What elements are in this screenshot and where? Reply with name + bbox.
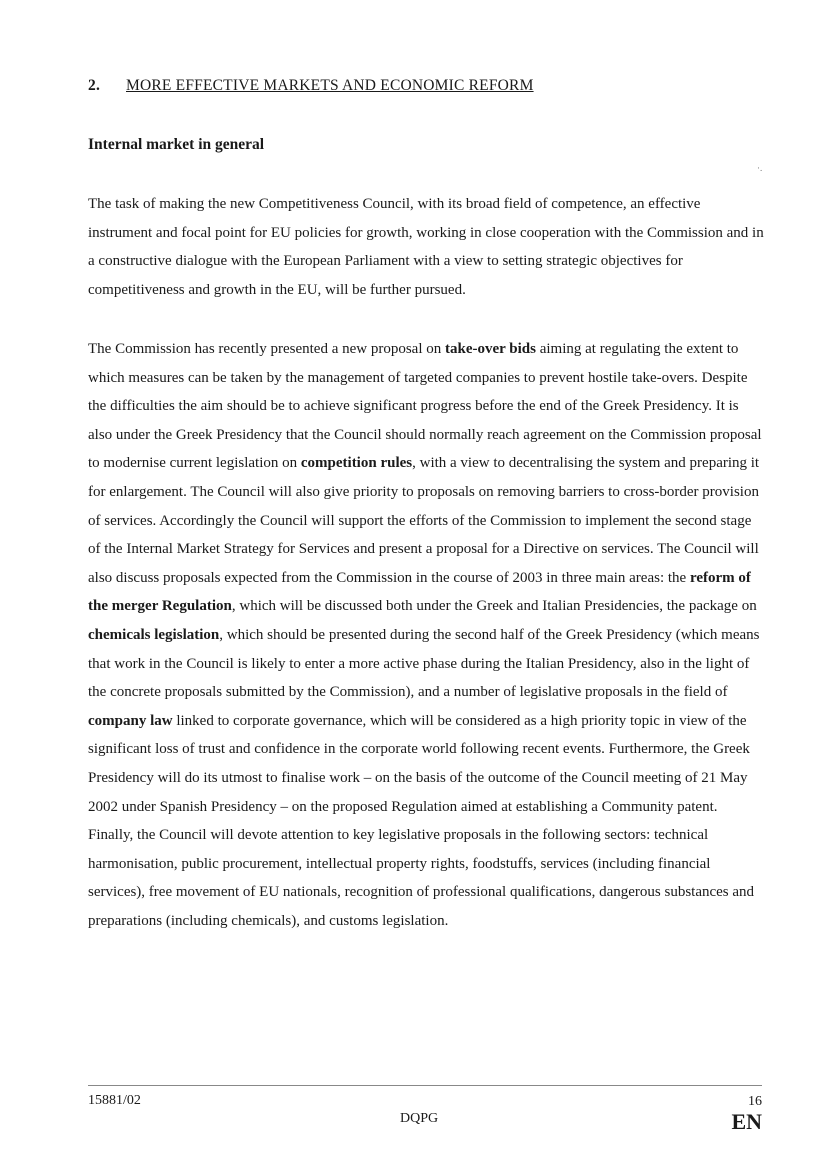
paragraph-text: aiming at regulating the extent to which measures can be taken by the management of targeted companies to prevent hostile take-overs. Despite the difficulties the aim should be to achieve significant progress before the end of the Greek Presidency. It is also under the Greek Presidency that the Council should normally reach agreement on the Commission proposal to modernise current legislation on [88, 341, 762, 472]
language-code: EN [731, 1109, 762, 1134]
page-number: 16 [748, 1094, 762, 1109]
document-reference: 15881/02 [88, 1093, 141, 1108]
bold-term-company-law: company law [88, 712, 173, 729]
paragraph-text: , which should be presented during the second half of the Greek Presidency (which means that work in the Council is likely to enter a more active phase during the Italian Presidency, also in the light of the concrete proposals submitted by the Commission), and a number of legislative proposals in the field of [88, 626, 760, 701]
footer-divider [88, 1085, 762, 1086]
subheading: Internal market in general [88, 136, 265, 153]
bold-term-merger-regulation: reform of the merger Regulation [88, 569, 751, 615]
paragraph-competitiveness-council: The task of making the new Competitiveness Council, with its broad field of competence, an effective instrument and focal point for EU policies for growth, working in close cooperation with the Commission and in a constructive dialogue with the European Parliament with a view to setting strategic objectives for competitiveness and growth in the EU, will be further pursued. [88, 196, 764, 298]
bold-term-competition-rules: competition rules [300, 455, 413, 472]
section-heading [88, 77, 534, 95]
paragraph-text: , with a view to decentralising the system and preparing it for enlargement. The Council will also give priority to proposals on removing barriers to cross-border provision of services. Accordingly the Council will support the efforts of the Commission to implement the second stage of the Internal Market Strategy for Services and present a proposal for a Directive on services. The Council will also discuss proposals expected from the Commission in the course of 2003 in three main areas: the [88, 455, 760, 586]
paragraph-internal-market [88, 335, 764, 935]
scan-speck: ·. [757, 163, 763, 173]
department-code: DQPG [400, 1111, 439, 1126]
paragraph-text: The Commission has recently presented a new proposal on [88, 341, 445, 357]
section-number: 2. [88, 77, 101, 94]
bold-term-take-over-bids: take-over bids [445, 341, 536, 357]
paragraph-text: linked to corporate governance, which will be considered as a high priority topic in view of the significant loss of trust and confidence in the corporate world following recent events. Furthermore, the Greek Presidency will do its utmost to finalise work – on the basis of the outcome of the Council meeting of 21 May 2002 under Spanish Presidency – on the proposed Regulation aimed at establishing a Community patent. Finally, the Council will devote attention to key legislative proposals in the following sectors: technical harmonisation, public procurement, intellectual property rights, foodstuffs, services (including financial services), free movement of EU nationals, recognition of professional qualifications, dangerous substances and preparations (including chemicals), and customs legislation. [88, 712, 755, 929]
paragraph-text: , which will be discussed both under the Greek and Italian Presidencies, the package on [231, 598, 757, 615]
bold-term-chemicals-legislation: chemicals legislation [88, 626, 220, 643]
section-title: MORE EFFECTIVE MARKETS AND ECONOMIC REFORM [126, 77, 534, 94]
